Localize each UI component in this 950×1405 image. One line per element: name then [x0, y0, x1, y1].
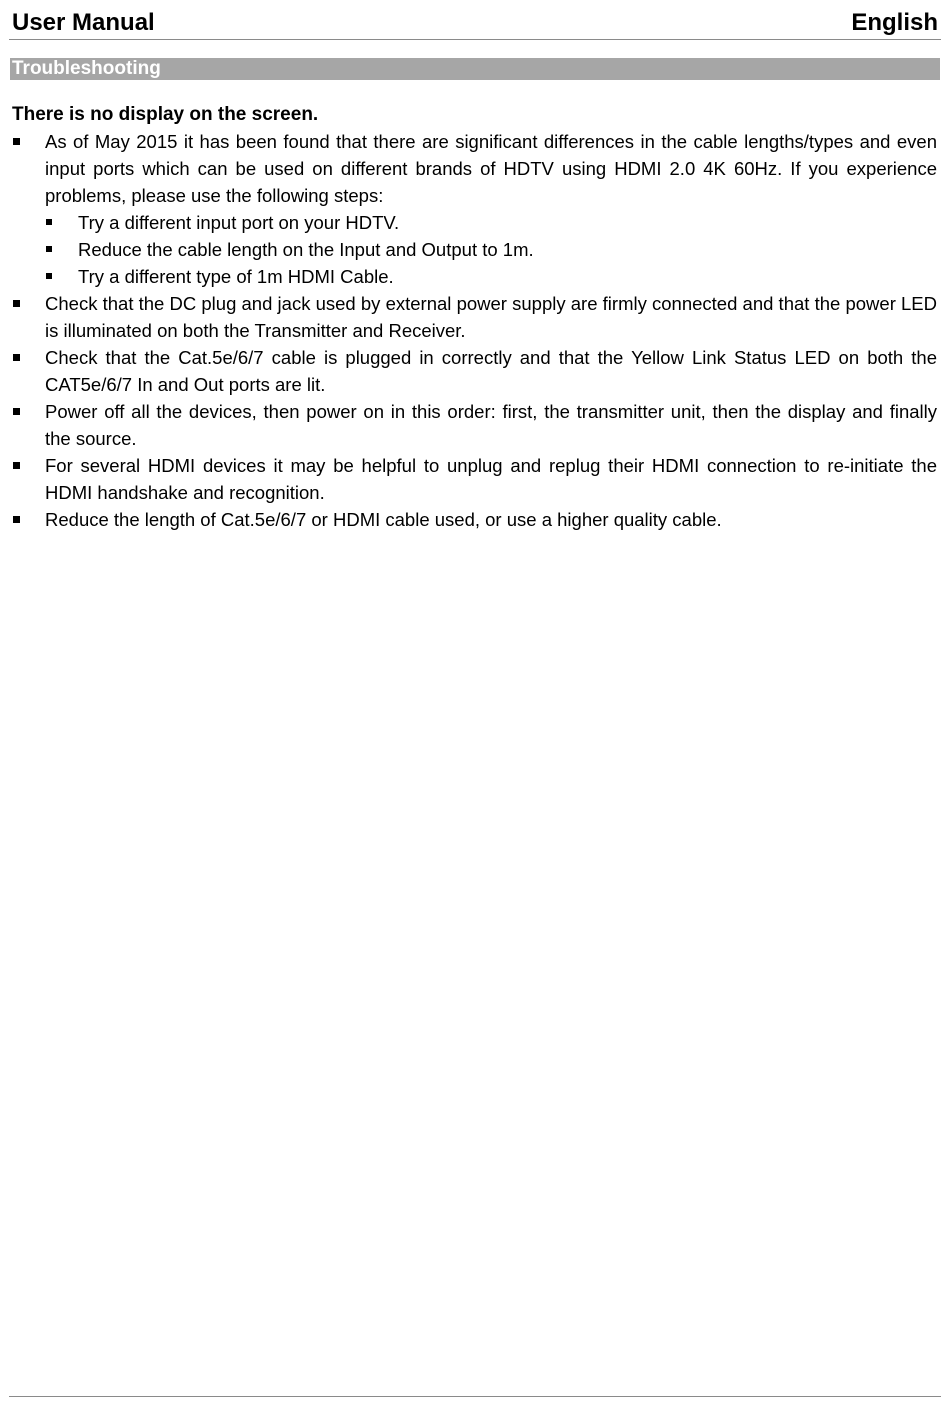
list-item: [12, 506, 937, 533]
section-title: Troubleshooting: [12, 58, 161, 79]
sub-step-list: [45, 209, 937, 290]
section-title-bar: [10, 58, 940, 80]
sub-list-item: Try a different type of 1m HDMI Cable.: [45, 263, 937, 290]
list-item: [12, 452, 937, 506]
sub-list-item: Try a different input port on your HDTV.: [45, 209, 937, 236]
list-item: [12, 290, 937, 344]
list-item-text: As of May 2015 it has been found that there are significant differences in the cable lengths/types and even input ports which can be used on different brands of HDTV using HDMI 2.0 4K 60Hz. If you experience problems, please use the following steps:: [45, 131, 937, 206]
list-item: [12, 398, 937, 452]
sub-list-item: Reduce the cable length on the Input and Output to 1m.: [45, 236, 937, 263]
footer-divider: [9, 1396, 941, 1397]
solution-list: [12, 128, 937, 533]
list-item: [12, 344, 937, 398]
list-item-text: For several HDMI devices it may be helpful to unplug and replug their HDMI connection to re-initiate the HDMI handshake and recognition.: [45, 455, 937, 503]
troubleshooting-content: [12, 101, 937, 533]
list-item-text: Check that the DC plug and jack used by external power supply are firmly connected and that the power LED is illuminated on both the Transmitter and Receiver.: [45, 293, 937, 341]
manual-title: User Manual: [12, 9, 155, 36]
language-label: English: [851, 9, 938, 36]
problem-heading: There is no display on the screen.: [12, 104, 319, 125]
list-item-text: Check that the Cat.5e/6/7 cable is plugged in correctly and that the Yellow Link Status LED on both the CAT5e/6/7 In and Out ports are lit.: [45, 347, 937, 395]
list-item-text: Reduce the length of Cat.5e/6/7 or HDMI cable used, or use a higher quality cable.: [45, 509, 722, 530]
list-item: [12, 128, 937, 290]
header-divider: [9, 39, 941, 40]
page-header: [12, 6, 938, 38]
list-item-text: Power off all the devices, then power on in this order: first, the transmitter unit, then the display and finally the source.: [45, 401, 937, 449]
